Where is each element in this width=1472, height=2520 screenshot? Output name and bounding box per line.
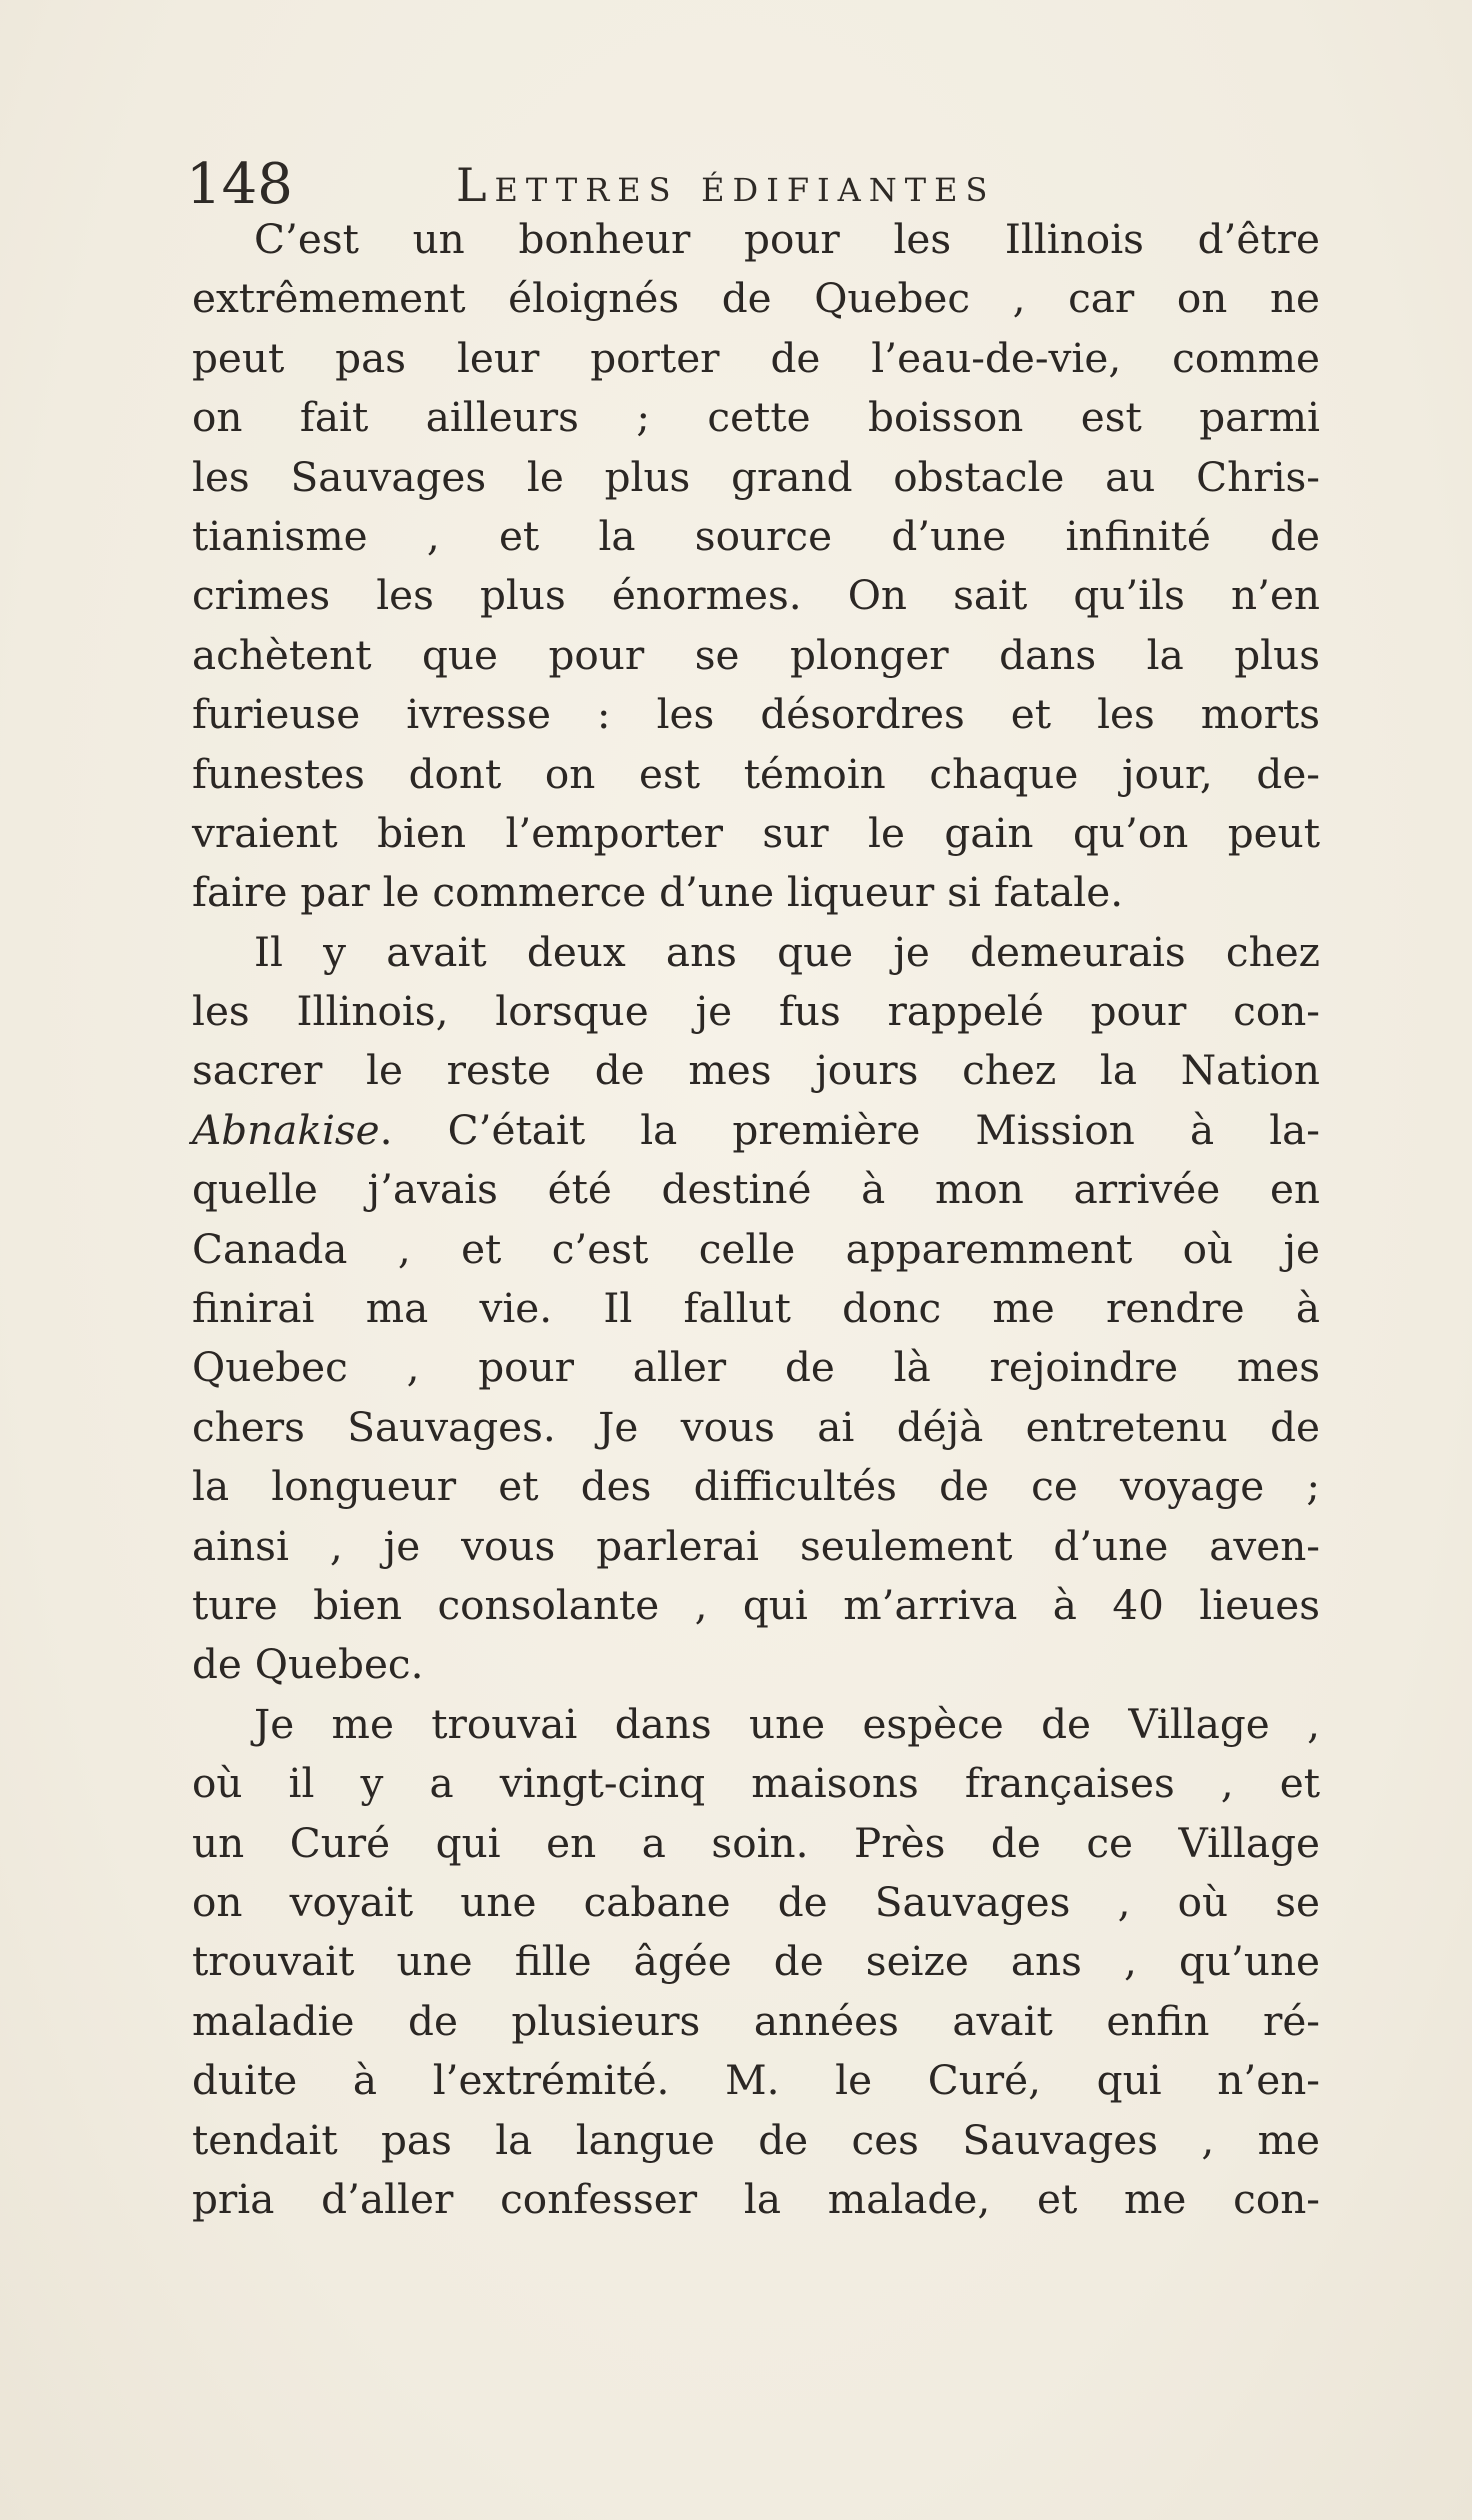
text-line: chers Sauvages. Je vous ai déjà entretenu de xyxy=(192,1402,1320,1451)
text-line: pria d’aller confesser la malade, et me con- xyxy=(192,2174,1320,2223)
text-line: où il y a vingt-cinq maisons françaises , et xyxy=(192,1759,1320,1808)
text-line: maladie de plusieurs années avait enfin ré- xyxy=(192,1996,1320,2045)
text-line: furieuse ivresse : les désordres et les morts xyxy=(192,690,1320,739)
body-text xyxy=(192,210,1320,2229)
nation-name-italic: Abnakise xyxy=(192,1105,380,1154)
text-line: Je me trouvai dans une espèce de Village , xyxy=(254,1699,1320,1748)
text-line: finirai ma vie. Il fallut donc me rendre à xyxy=(192,1284,1320,1333)
text-line: de Quebec. xyxy=(192,1640,424,1689)
text-line: Canada , et c’est celle apparemment où je xyxy=(192,1224,1320,1273)
text-line: extrêmement éloignés de Quebec , car on ne xyxy=(192,274,1320,323)
text-line: vraient bien l’emporter sur le gain qu’on peut xyxy=(192,808,1320,857)
text-line: C’est un bonheur pour les Illinois d’être xyxy=(254,215,1320,263)
text-line: tendait pas la langue de ces Sauvages , me xyxy=(192,2115,1320,2164)
text-line: les Illinois, lorsque je fus rappelé pour con- xyxy=(192,987,1320,1036)
text-line: achètent que pour se plonger dans la plus xyxy=(192,630,1320,679)
text-line: duite à l’extrémité. M. le Curé, qui n’en- xyxy=(192,2056,1320,2105)
text-line: sacrer le reste de mes jours chez la Nation xyxy=(192,1046,1320,1095)
text-line: funestes dont on est témoin chaque jour, de- xyxy=(192,749,1320,798)
text-line: Abnakise. C’était la première Mission à la- xyxy=(192,1105,1320,1154)
text-line: peut pas leur porter de l’eau-de-vie, comme xyxy=(192,333,1320,382)
text-line: un Curé qui en a soin. Près de ce Village xyxy=(192,1818,1320,1867)
text-line: ture bien consolante , qui m’arriva à 40 lieues xyxy=(192,1580,1320,1629)
text-line: les Sauvages le plus grand obstacle au Chris- xyxy=(192,452,1320,501)
text-line: la longueur et des difficultés de ce voyage ; xyxy=(192,1462,1320,1511)
text-line: Quebec , pour aller de là rejoindre mes xyxy=(192,1343,1320,1392)
paragraph-1 xyxy=(192,210,1320,923)
text-line: ainsi , je vous parlerai seulement d’une aven- xyxy=(192,1521,1320,1570)
text-line: on voyait une cabane de Sauvages , où se xyxy=(192,1877,1320,1926)
text-line: faire par le commerce d’une liqueur si fatale. xyxy=(192,868,1124,917)
text-line: tianisme , et la source d’une infinité de xyxy=(192,511,1320,560)
running-title: Lettres édifiantes xyxy=(456,158,996,212)
text-line: crimes les plus énormes. On sait qu’ils n’en xyxy=(192,571,1320,620)
paragraph-2 xyxy=(192,923,1320,1695)
text-line: on fait ailleurs ; cette boisson est parmi xyxy=(192,393,1320,442)
text-line: quelle j’avais été destiné à mon arrivée en xyxy=(192,1165,1320,1214)
text-line: Il y avait deux ans que je demeurais chez xyxy=(254,927,1320,976)
paragraph-3 xyxy=(192,1695,1320,2230)
page-number: 148 xyxy=(186,152,293,217)
text-line: trouvait une fille âgée de seize ans , qu’une xyxy=(192,1937,1320,1986)
